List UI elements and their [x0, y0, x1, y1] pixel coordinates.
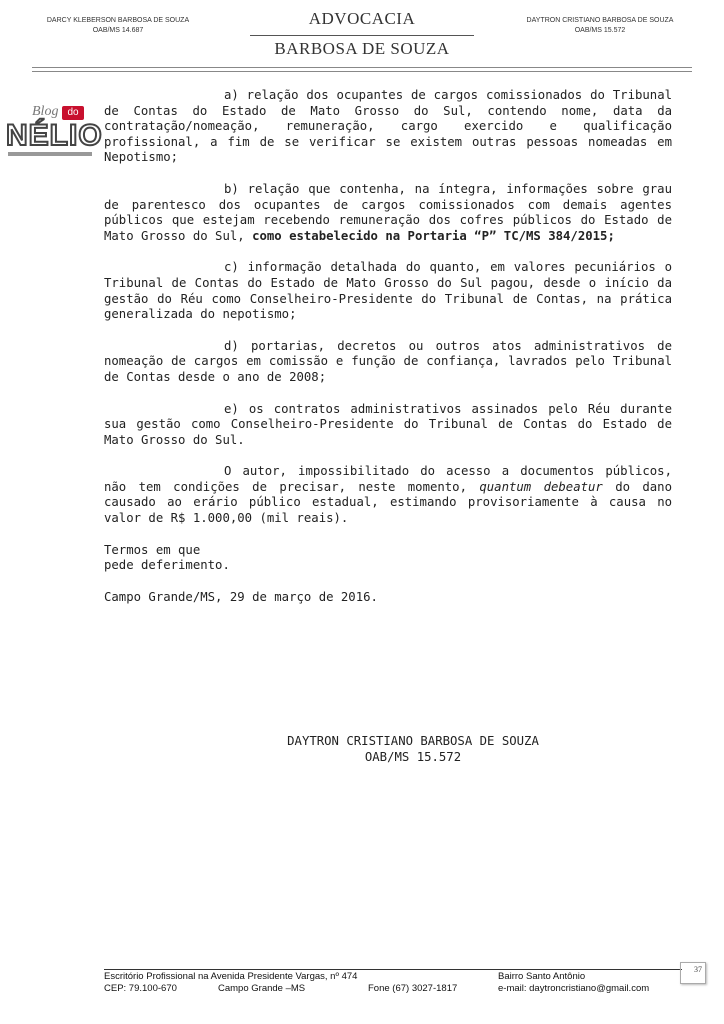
- paragraph-c: c) informação detalhada do quanto, em valores pecuniários o Tribunal de Contas do Estado de Mato Grosso do Sul pagou, desde o início da gestão do Réu como Conselheiro-Presidente do Tribunal de Contas, na prática generalizada do nepotismo;: [104, 260, 672, 322]
- termos-line: Termos em que: [104, 542, 201, 557]
- footer-district: Bairro Santo Antônio: [498, 971, 586, 982]
- logo-underline: [8, 152, 92, 156]
- blog-do-nelio-logo: [6, 104, 103, 160]
- signature-name: DAYTRON CRISTIANO BARBOSA DE SOUZA: [287, 734, 539, 748]
- footer-phone: Fone (67) 3027-1817: [368, 983, 458, 994]
- paragraph-b: [104, 182, 672, 244]
- logo-blog-text: Blog: [32, 104, 59, 119]
- paragraph-b-bold: como estabelecido na Portaria “P” TC/MS 384/2015;: [252, 228, 615, 243]
- logo-nelio-text: NÉLIO: [6, 119, 103, 152]
- footer-email: e-mail: daytroncristiano@gmail.com: [498, 983, 650, 994]
- logo-do-badge: do: [62, 106, 84, 120]
- brand-divider: [250, 35, 474, 36]
- left-lawyer-name: DARCY KLEBERSON BARBOSA DE SOUZA: [46, 17, 190, 24]
- signature-block: [104, 734, 672, 765]
- footer-cep: CEP: 79.100-670: [104, 983, 177, 994]
- page-number: 37: [680, 962, 706, 984]
- paragraph-autor: [104, 464, 672, 526]
- paragraph-b-text: b) relação que contenha, na íntegra, informações sobre grau de parentesco dos ocupantes de cargos comissionados com demais agentes públicos que estejam recebendo remuneração dos cofres públicos do Estado de Mato Grosso do Sul,: [104, 181, 672, 243]
- header-rule-top: [32, 67, 692, 68]
- footer-rule: [104, 969, 682, 970]
- pede-line: pede deferimento.: [104, 558, 230, 573]
- right-lawyer-block: [510, 16, 690, 36]
- paragraph-d: d) portarias, decretos ou outros atos administrativos de nomeação de cargos em comissão e função de confiança, lavrados pelo Tribunal de Contas desde o ano de 2008;: [104, 338, 672, 384]
- place-date: Campo Grande/MS, 29 de março de 2016.: [104, 589, 378, 604]
- left-lawyer-oab: OAB/MS 14.687: [92, 27, 144, 34]
- autor-italic: quantum debeatur: [479, 479, 603, 494]
- autor-text-1: O autor, impossibilitado do acesso a documentos públicos, não tem condições de precisar, neste momento,: [104, 464, 672, 494]
- document-body: [104, 88, 672, 605]
- paragraph-a: a) relação dos ocupantes de cargos comissionados do Tribunal de Contas do Estado de Mato Grosso do Sul, contendo nome, data da contratação/nomeação, remuneração, cargo exercido e qualificação profissional, a fim de se verificar se existem outras pessoas nomeadas em Nepotismo;: [104, 88, 672, 165]
- footer: [104, 971, 682, 995]
- header-rule-bottom: [32, 71, 692, 72]
- brand-bottom: BARBOSA DE SOUZA: [274, 39, 450, 58]
- footer-address: Escritório Profissional na Avenida Presidente Vargas, nº 474: [104, 971, 358, 982]
- signature-oab: OAB/MS 15.572: [364, 749, 462, 764]
- autor-text-2: do dano causado ao erário público estadual, estimando provisoriamente à causa no valor de R$ 1.000,00 (mil reais).: [104, 479, 672, 526]
- right-lawyer-oab: OAB/MS 15.572: [574, 27, 626, 34]
- footer-city: Campo Grande –MS: [218, 983, 306, 994]
- brand-top: ADVOCACIA: [308, 9, 416, 28]
- paragraph-e: e) os contratos administrativos assinados pelo Réu durante sua gestão como Conselheiro-Presidente do Tribunal de Contas do Estado de Mato Grosso do Sul.: [104, 401, 672, 447]
- right-lawyer-name: DAYTRON CRISTIANO BARBOSA DE SOUZA: [526, 17, 674, 24]
